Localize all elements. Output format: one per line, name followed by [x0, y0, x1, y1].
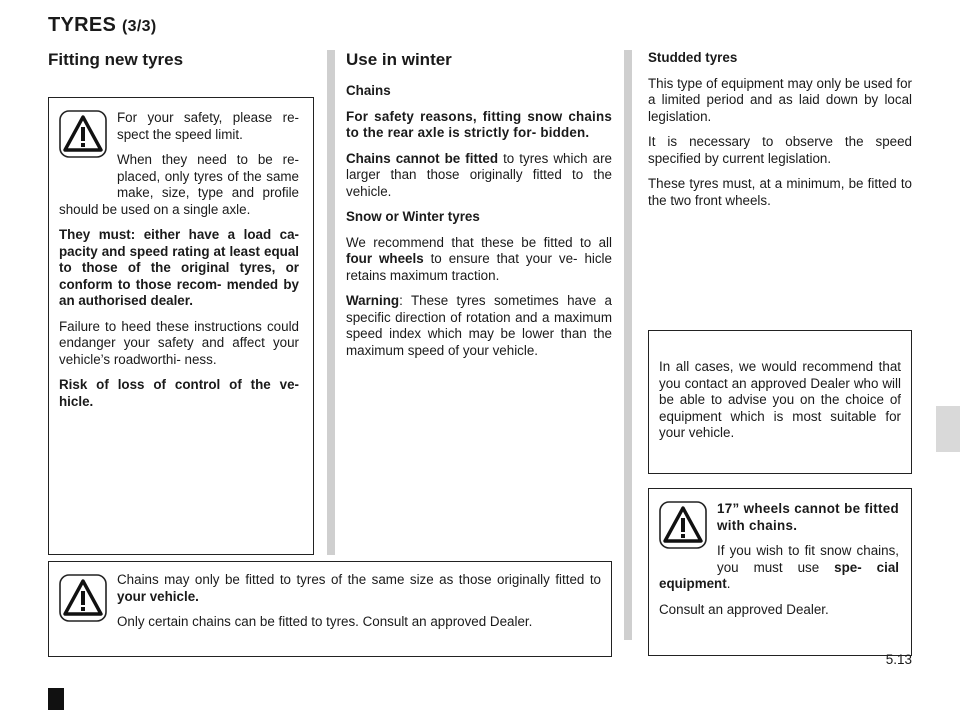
chains-fit-text-1-bold: your vehicle.	[117, 588, 199, 604]
page-number: 5.13	[885, 652, 912, 667]
snow-text-bold: four wheels	[346, 251, 424, 266]
wheels-warning-box	[648, 488, 912, 656]
chains-safety-text: For safety reasons, fitting snow chains to the rear axle is strictly for- bidden.	[346, 108, 612, 140]
wheels-text-2-bold: spe- cial equipment	[659, 559, 900, 591]
column-rule-1	[327, 50, 335, 555]
fitting-text-1: For your safety, please re- spect the speed limit.	[117, 110, 299, 142]
corner-mark	[48, 688, 64, 710]
column-rule-2	[624, 50, 632, 640]
wheels-text-2a: If you wish to fit snow chains, you must use	[717, 543, 899, 575]
fitting-text-3: They must: either have a load ca- pacity and speed rating at least equal to those of the original tyres, or conform to those recom- mended by an authorised dealer.	[59, 227, 299, 308]
studded-text-2: It is necessary to observe the speed specified by current legislation.	[648, 134, 912, 166]
winter-text-block	[346, 83, 612, 368]
page-title	[48, 14, 156, 37]
warning-triangle-icon	[59, 574, 107, 622]
wheels-text-1: 17” wheels cannot be fitted with chains.	[717, 501, 899, 533]
fitting-text-2: When they need to be re- placed, only tyres of the same make, size, type and profile should be used on a single axle.	[59, 152, 299, 217]
title-main: TYRES	[48, 14, 117, 36]
dealer-info-text: In all cases, we would recommend that you contact an approved Dealer who will be able to advise you on the choice of equipment which is most suitable for your vehicle.	[659, 359, 901, 440]
wheels-text-3: Consult an approved Dealer.	[659, 601, 829, 617]
chains-cannot-bold: Chains cannot be fitted	[346, 150, 499, 166]
title-suffix: (3/3)	[122, 18, 157, 35]
chains-fit-text-1	[117, 572, 601, 605]
chains-cannot-rest: to tyres which are larger than those originally fitted to the vehicle.	[346, 150, 612, 199]
snow-text	[346, 235, 612, 285]
snow-title: Snow or Winter tyres	[346, 209, 480, 224]
warning-text	[346, 293, 612, 359]
warning-body: : These tyres sometimes have a specific direction of rotation and a maximum speed index which may be lower than the maximum speed of your vehicle.	[346, 293, 612, 358]
chains-fit-text-2: Only certain chains can be fitted to tyres. Consult an approved Dealer.	[117, 614, 533, 629]
studded-text-3: These tyres must, at a minimum, be fitted to the two front wheels.	[648, 176, 912, 208]
snow-text-b: to ensure that your ve- hicle retains maximum traction.	[346, 251, 612, 283]
chains-fit-text-1a: Chains may only be fitted to tyres of the same size as those originally fitted to	[117, 572, 601, 587]
wheels-text-2b: .	[726, 576, 731, 591]
section-heading-fitting: Fitting new tyres	[48, 50, 184, 69]
dealer-info-box	[648, 330, 912, 474]
warning-label: Warning	[346, 293, 400, 308]
studded-text-block	[648, 50, 912, 218]
studded-title: Studded tyres	[648, 50, 738, 65]
snow-text-a: We recommend that these be fitted to all	[346, 234, 612, 250]
studded-text-1: This type of equipment may only be used for a limited period and as laid down by local legislation.	[648, 75, 912, 124]
fitting-text-4: Failure to heed these instructions could endanger your safety and affect your vehicle’s roadworthi- ness.	[59, 318, 299, 367]
section-heading-winter: Use in winter	[346, 50, 452, 69]
chapter-tab	[936, 406, 960, 452]
fitting-text-5: Risk of loss of control of the ve- hicle.	[59, 377, 299, 409]
chains-cannot-text	[346, 151, 612, 201]
chains-title: Chains	[346, 83, 391, 98]
fitting-warning-box	[48, 97, 314, 555]
chains-fit-box	[48, 561, 612, 657]
